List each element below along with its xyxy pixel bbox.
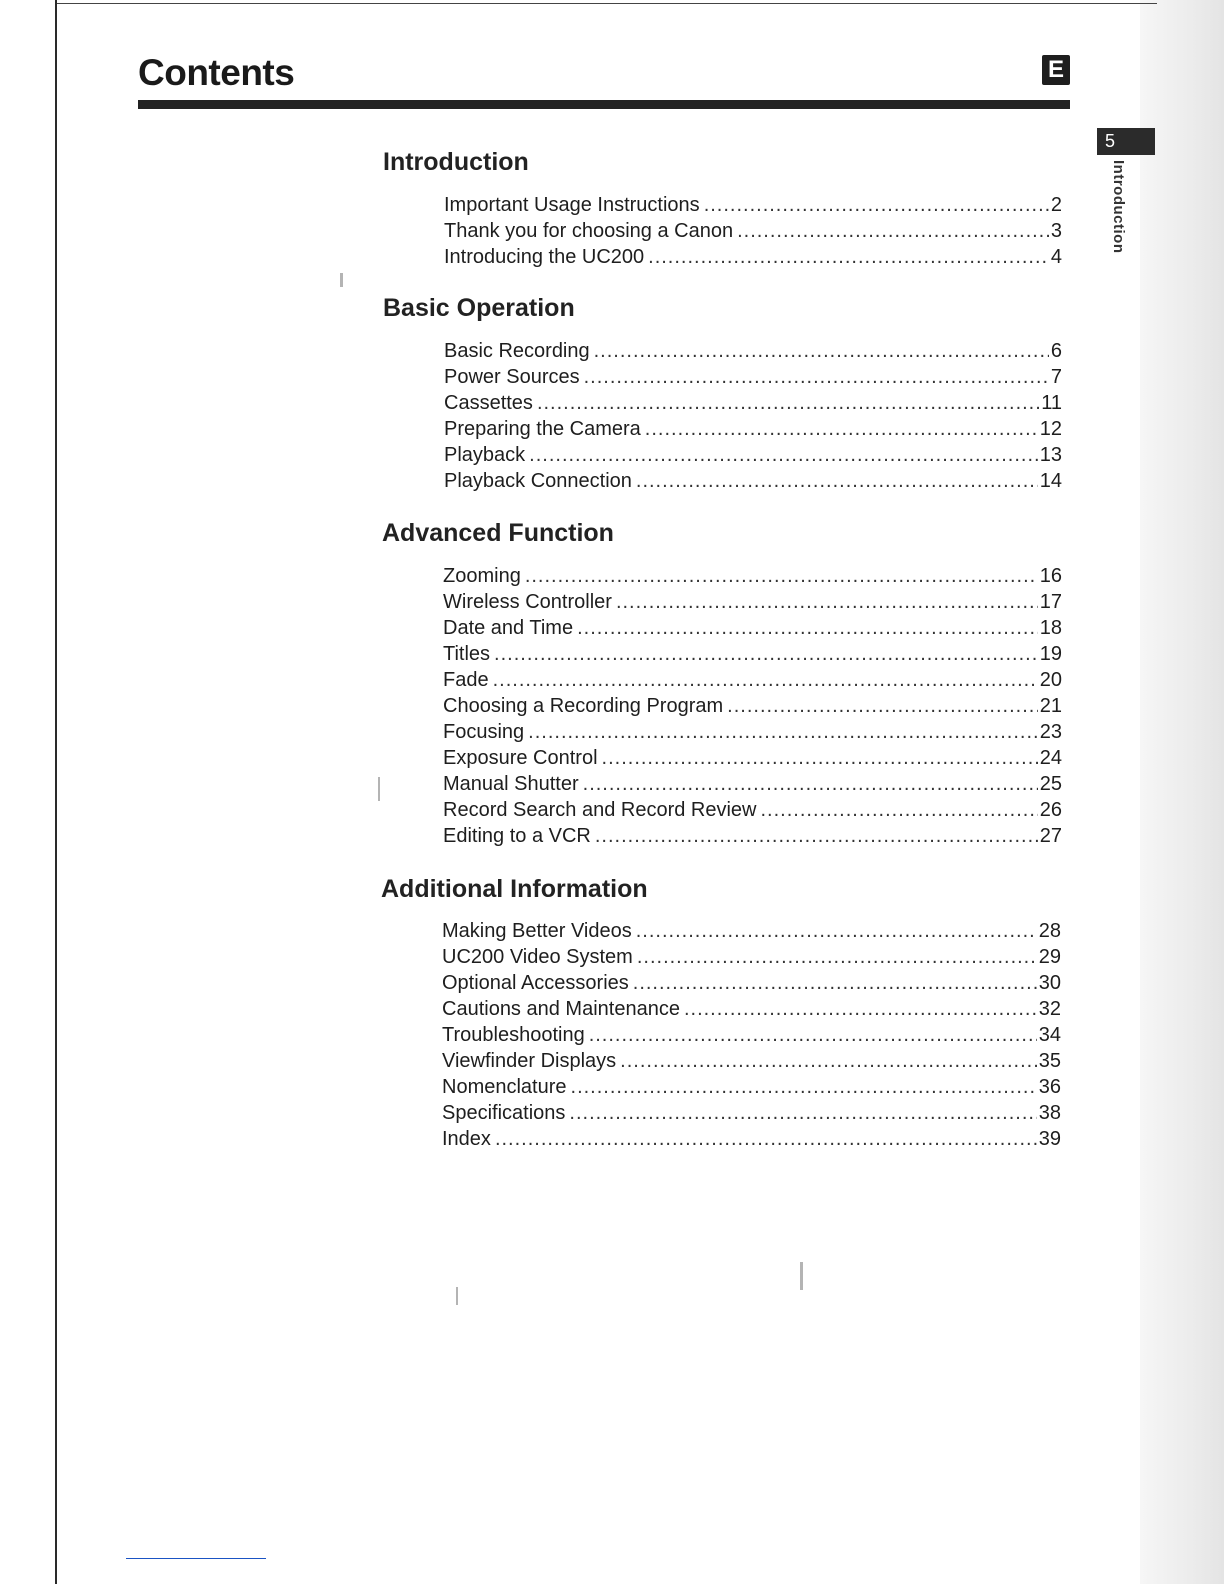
scan-speck	[456, 1287, 458, 1305]
toc-entry-page: 3	[1050, 220, 1062, 242]
toc-entry-label: Editing to a VCR	[443, 825, 591, 847]
toc-entry-label: Optional Accessories	[442, 972, 629, 994]
toc-entry-label: Focusing	[443, 721, 525, 743]
toc-entry-page: 20	[1039, 669, 1062, 691]
toc-entry-page: 30	[1038, 972, 1061, 994]
toc-entry[interactable]	[444, 468, 1062, 494]
toc-entry-page: 27	[1039, 825, 1062, 847]
dot-leader	[616, 589, 1038, 615]
toc-entry[interactable]	[442, 1126, 1061, 1152]
scan-speck	[340, 273, 343, 287]
dot-leader	[577, 615, 1038, 641]
toc-entry[interactable]	[444, 244, 1062, 270]
bottom-link-underline	[126, 1558, 266, 1559]
section-tab-label: Introduction	[1110, 160, 1127, 254]
dot-leader	[595, 823, 1038, 849]
toc-entry-label: UC200 Video System	[442, 946, 633, 968]
toc-entry-page: 24	[1039, 747, 1062, 769]
toc-entry-page: 14	[1039, 470, 1062, 492]
dot-leader	[493, 667, 1038, 693]
toc-entry-label: Specifications	[442, 1102, 566, 1124]
toc-entry-page: 25	[1039, 773, 1062, 795]
toc-entry-label: Playback	[444, 444, 526, 466]
toc-entry-label: Exposure Control	[443, 747, 598, 769]
toc-entry-label: Basic Recording	[444, 340, 590, 362]
toc-entry[interactable]	[442, 1022, 1061, 1048]
toc-entry[interactable]	[443, 693, 1062, 719]
page-number-tab: 5	[1097, 128, 1155, 155]
toc-entry-page: 35	[1038, 1050, 1061, 1072]
dot-leader	[648, 244, 1049, 270]
toc-entry[interactable]	[443, 771, 1062, 797]
toc-entry[interactable]	[443, 745, 1062, 771]
toc-entry-label: Choosing a Recording Program	[443, 695, 724, 717]
toc-entry[interactable]	[443, 641, 1062, 667]
page-edge-shadow	[1140, 0, 1224, 1584]
dot-leader	[636, 468, 1038, 494]
toc-entry-page: 4	[1050, 246, 1062, 268]
dot-leader	[584, 364, 1049, 390]
toc-entry-label: Playback Connection	[444, 470, 632, 492]
toc-entry-label: Cassettes	[444, 392, 533, 414]
toc-entry-page: 18	[1039, 617, 1062, 639]
toc-entry-page: 36	[1038, 1076, 1061, 1098]
page-title: Contents	[138, 52, 295, 93]
section-heading-basic-operation: Basic Operation	[383, 294, 575, 322]
toc-entry-page: 29	[1038, 946, 1061, 968]
toc-entry-label: Troubleshooting	[442, 1024, 585, 1046]
toc-entry[interactable]	[442, 1074, 1061, 1100]
toc-entry[interactable]	[442, 996, 1061, 1022]
toc-entry[interactable]	[443, 563, 1062, 589]
section-heading-advanced-function: Advanced Function	[382, 519, 614, 547]
toc-entry-page: 2	[1050, 194, 1062, 216]
dot-leader	[583, 771, 1038, 797]
toc-entry-page: 32	[1038, 998, 1061, 1020]
toc-entry-label: Making Better Videos	[442, 920, 632, 942]
dot-leader	[589, 1022, 1037, 1048]
title-rule	[138, 100, 1070, 109]
toc-entry-label: Cautions and Maintenance	[442, 998, 680, 1020]
toc-entry-page: 6	[1050, 340, 1062, 362]
toc-entry[interactable]	[443, 667, 1062, 693]
toc-entry-page: 34	[1038, 1024, 1061, 1046]
dot-leader	[737, 218, 1049, 244]
dot-leader	[636, 918, 1037, 944]
toc-entry-page: 21	[1039, 695, 1062, 717]
toc-entry[interactable]	[443, 615, 1062, 641]
toc-entry-page: 26	[1039, 799, 1062, 821]
dot-leader	[633, 970, 1037, 996]
toc-entry[interactable]	[443, 589, 1062, 615]
toc-entry-label: Preparing the Camera	[444, 418, 641, 440]
toc-entry[interactable]	[444, 416, 1062, 442]
dot-leader	[525, 563, 1038, 589]
scan-speck	[378, 777, 380, 801]
language-badge: E	[1042, 55, 1070, 85]
toc-entry[interactable]	[442, 1100, 1061, 1126]
dot-leader	[602, 745, 1038, 771]
toc-entry-label: Wireless Controller	[443, 591, 612, 613]
dot-leader	[761, 797, 1038, 823]
section-heading-introduction: Introduction	[383, 148, 529, 176]
dot-leader	[495, 1126, 1037, 1152]
dot-leader	[645, 416, 1038, 442]
toc-entry-label: Important Usage Instructions	[444, 194, 700, 216]
dot-leader	[529, 442, 1038, 468]
toc-entry-page: 12	[1039, 418, 1062, 440]
toc-entry[interactable]	[443, 719, 1062, 745]
toc-entry[interactable]	[442, 1048, 1061, 1074]
toc-entry-label: Index	[442, 1128, 491, 1150]
toc-entry[interactable]	[444, 442, 1062, 468]
dot-leader	[704, 192, 1049, 218]
dot-leader	[571, 1074, 1037, 1100]
toc-entry-page: 17	[1039, 591, 1062, 613]
dot-leader	[684, 996, 1037, 1022]
dot-leader	[528, 719, 1038, 745]
dot-leader	[637, 944, 1037, 970]
toc-entry-label: Thank you for choosing a Canon	[444, 220, 734, 242]
toc-entry[interactable]	[442, 970, 1061, 996]
toc-entry[interactable]	[444, 364, 1062, 390]
toc-entry-label: Power Sources	[444, 366, 580, 388]
toc-entry[interactable]	[444, 192, 1062, 218]
scan-speck	[800, 1262, 803, 1290]
toc-entry[interactable]	[444, 338, 1062, 364]
toc-entry[interactable]	[442, 944, 1061, 970]
toc-entry-page: 13	[1039, 444, 1062, 466]
section-heading-additional-information: Additional Information	[381, 875, 648, 903]
toc-entry-page: 39	[1038, 1128, 1061, 1150]
dot-leader	[569, 1100, 1036, 1126]
toc-entry-label: Record Search and Record Review	[443, 799, 757, 821]
toc-entry-page: 7	[1050, 366, 1062, 388]
dot-leader	[494, 641, 1038, 667]
toc-entry-page: 16	[1039, 565, 1062, 587]
toc-entry-page: 23	[1039, 721, 1062, 743]
toc-entry-label: Introducing the UC200	[444, 246, 645, 268]
toc-entry-label: Nomenclature	[442, 1076, 567, 1098]
dot-leader	[620, 1048, 1037, 1074]
toc-entry-page: 28	[1038, 920, 1061, 942]
toc-entry[interactable]	[443, 823, 1062, 849]
toc-entry-page: 38	[1038, 1102, 1061, 1124]
toc-entry[interactable]	[443, 797, 1062, 823]
toc-entry-label: Date and Time	[443, 617, 574, 639]
toc-entry[interactable]	[444, 218, 1062, 244]
toc-entry-page: 11	[1041, 392, 1062, 414]
toc-entry-label: Fade	[443, 669, 489, 691]
toc-entry[interactable]	[442, 918, 1061, 944]
toc-entry-page: 19	[1039, 643, 1062, 665]
toc-entry-label: Titles	[443, 643, 491, 665]
dot-leader	[727, 693, 1038, 719]
toc-entry-label: Zooming	[443, 565, 521, 587]
toc-entry-label: Viewfinder Displays	[442, 1050, 617, 1072]
page-edge-left	[55, 0, 57, 1584]
dot-leader	[594, 338, 1049, 364]
toc-entry[interactable]	[444, 390, 1062, 416]
toc-entry-label: Manual Shutter	[443, 773, 579, 795]
dot-leader	[537, 390, 1039, 416]
page-edge-top	[57, 3, 1157, 4]
